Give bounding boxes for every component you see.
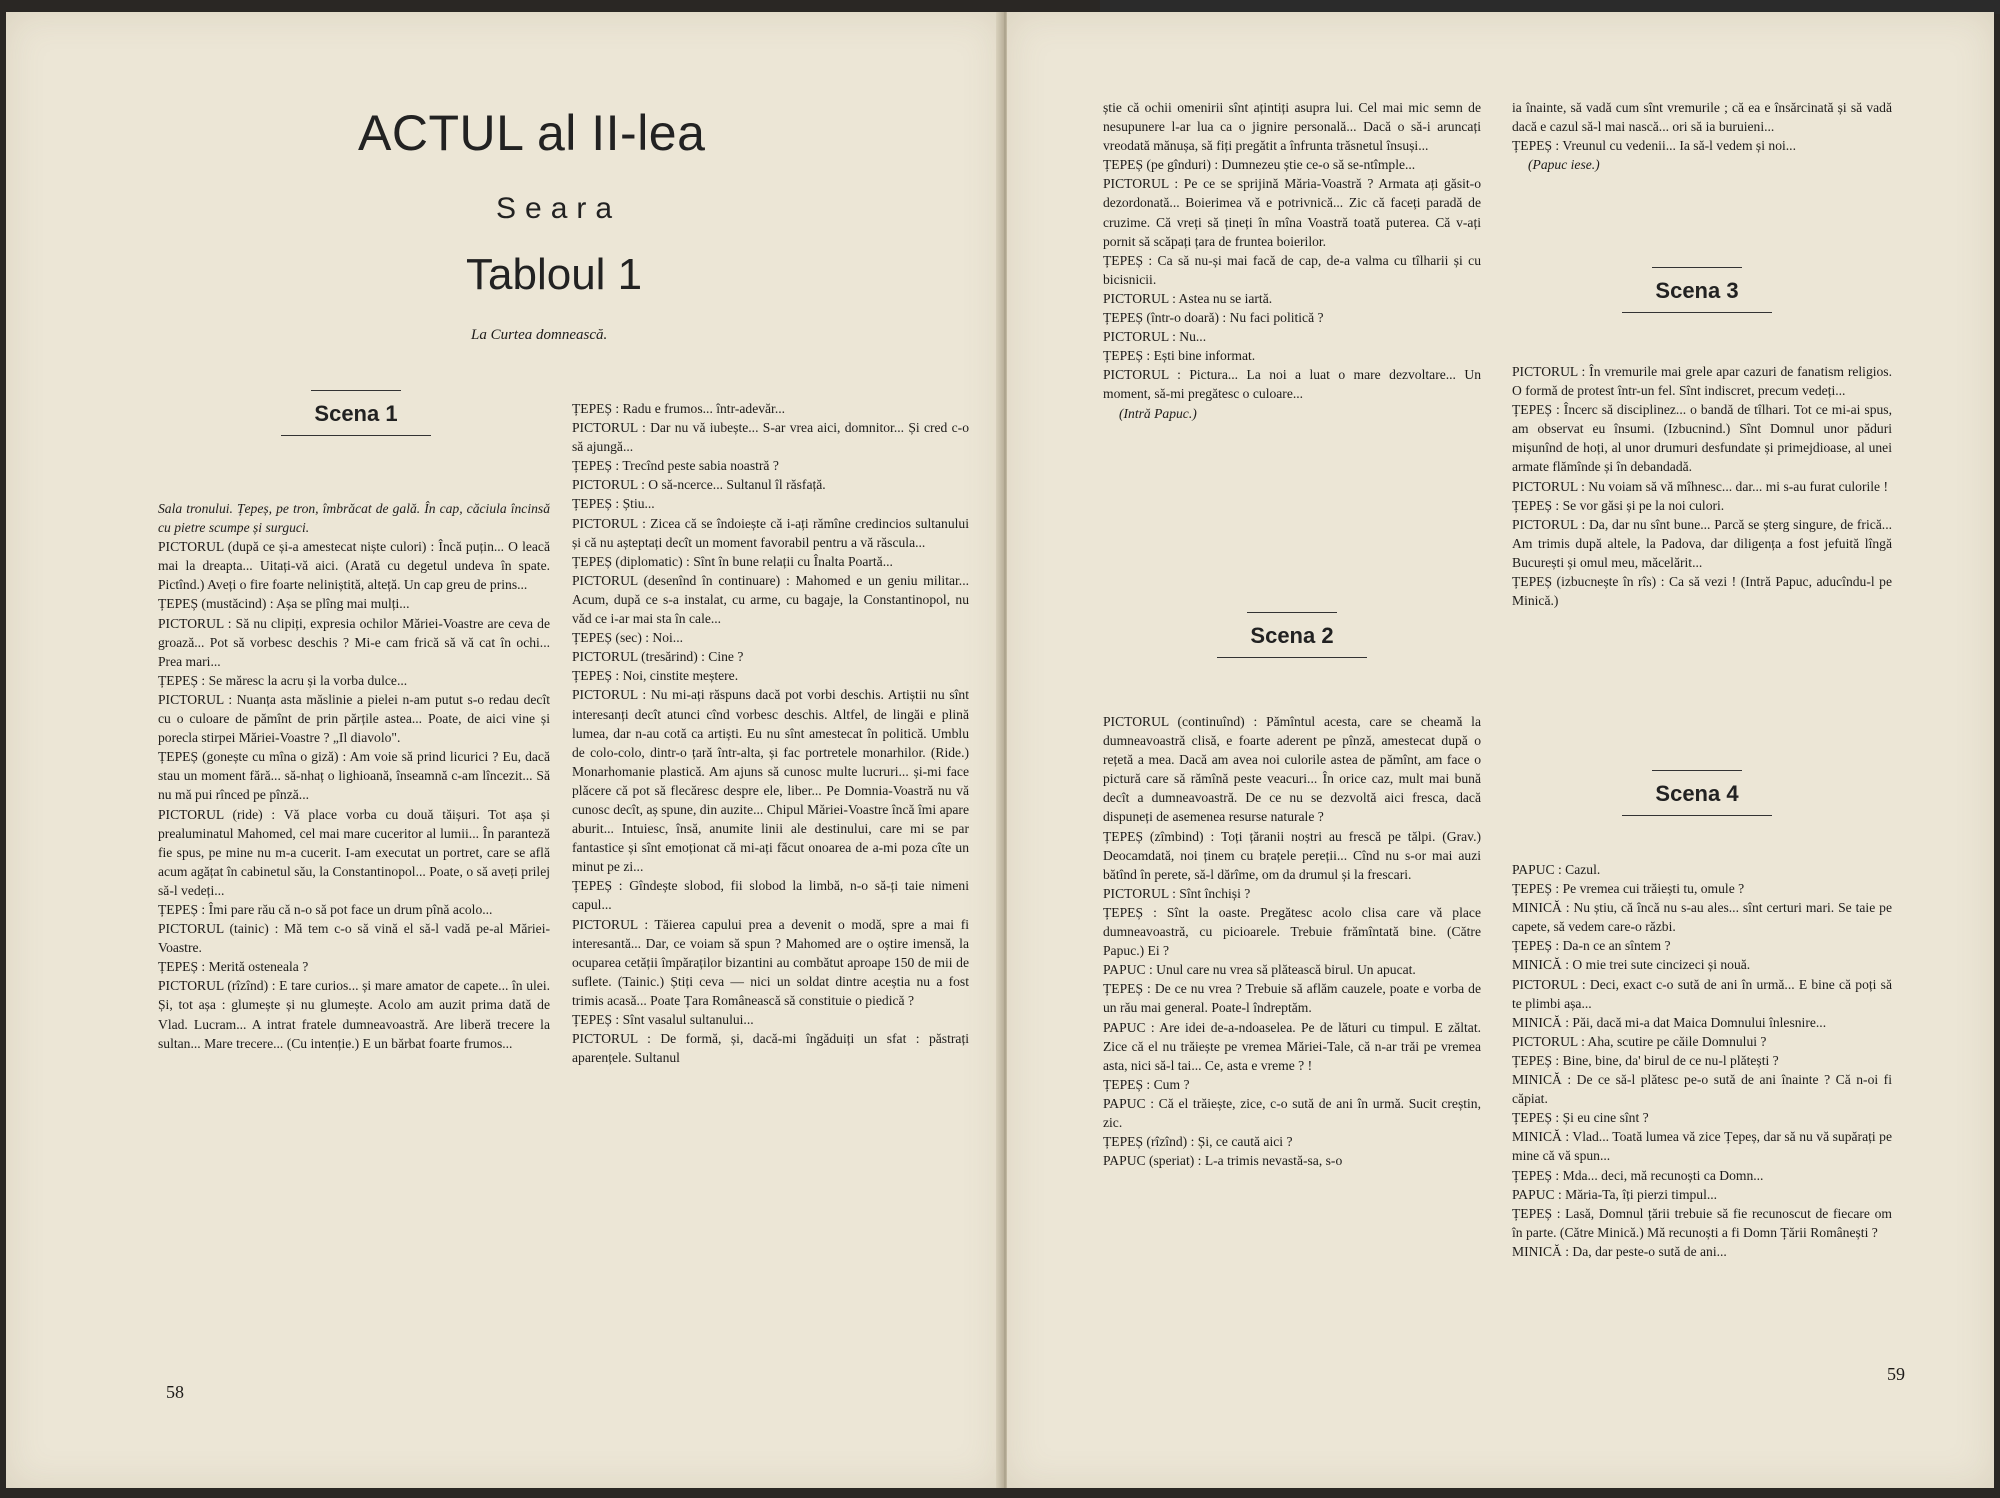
paragraph: ȚEPEȘ (într-o doară) : Nu faci politică ? — [1103, 310, 1324, 326]
paragraph: ȚEPEȘ (rîzînd) : Și, ce caută aici ? — [1103, 1134, 1293, 1150]
paragraph: ȚEPEȘ : Îmi pare rău că n-o să pot face un drum pînă acolo... — [158, 901, 493, 917]
paragraph: MINICĂ : Păi, dacă mi-a dat Maica Domnului înlesnire... — [1512, 1014, 1827, 1030]
paragraph: PICTORUL : Astea nu se iartă. — [1103, 290, 1273, 306]
paragraph: ȚEPEȘ : Se măresc la acru și la vorba dulce... — [158, 672, 408, 688]
left-column-1 — [158, 499, 550, 1053]
paragraph: PICTORUL (rîzînd) : E tare curios... și mare amator de capete... în ulei. Și, tot așa : glumește și nu glumește. Acolo am auzit prima dată de Vlad. Lucram... A intrat fratele dumneavoastră. Are liberă trecere la sultan... Mare trecere... (Cu intenție.) E un bărbat foarte frumos... — [158, 978, 550, 1051]
paragraph: MINICĂ : Vlad... Toată lumea vă zice Țepeș, dar să nu vă supărați pe mine că vă spun... — [1512, 1129, 1892, 1164]
tableau-heading: Tabloul 1 — [466, 250, 643, 299]
paragraph: ȚEPEȘ (sec) : Noi... — [572, 630, 684, 646]
paragraph: PICTORUL (continuînd) : Pămîntul acesta, care se cheamă la dumneavoastră clisă, e foarte aderent pe pînză, amestecat după o rețetă a mea. Dacă am avea noi culorile astea de pămînt, am face o pictură care să rămînă peste veacuri... În orice caz, mult mai bună decît a dumneavoastră. De ce nu se dezvoltă aici fresca, dacă dispuneți de asemenea resurse naturale ? — [1103, 714, 1481, 825]
paragraph: ȚEPEȘ : Lasă, Domnul țării trebuie să fie recunoscut de fiecare om în parte. (Către Minică.) Mă recunoști a fi Domn Țării Românești ? — [1512, 1205, 1892, 1240]
paragraph: ȚEPEȘ (gonește cu mîna o giză) : Am voie să prind licurici ? Eu, dacă stau un moment fără... să-nhaț o lighioană, înseamnă c-am lîncezit... Să nu mă pui rînced pe pînză... — [158, 749, 550, 803]
left-page — [6, 12, 1001, 1488]
paragraph: ȚEPEȘ : Ești bine informat. — [1103, 348, 1256, 364]
page-number-right: 59 — [1887, 1364, 1905, 1384]
paragraph: PICTORUL : Dar nu vă iubește... S-ar vrea aici, domnitor... Și cred c-o să ajungă... — [572, 420, 969, 455]
scene4-heading — [1587, 770, 1807, 816]
paragraph: PICTORUL : Pictura... La noi a luat o mare dezvoltare... Un moment, să-mi pregătesc o culoare... — [1103, 367, 1481, 402]
paragraph: ȚEPEȘ : Da-n ce an sîntem ? — [1512, 938, 1671, 954]
paragraph: MINICĂ : O mie trei sute cincizeci și nouă. — [1512, 957, 1751, 973]
paragraph: ȚEPEȘ : Mda... deci, mă recunoști ca Domn... — [1512, 1167, 1764, 1183]
paragraph: MINICĂ : Da, dar peste-o sută de ani... — [1512, 1243, 1727, 1259]
paragraph: ȚEPEȘ : Sînt vasalul sultanului... — [572, 1012, 754, 1027]
paragraph: ia înainte, să vadă cum sînt vremurile ; că ea e însărcinată și să vadă dacă e cazul să-l mai nască... ori să ia buruieni... — [1512, 100, 1892, 135]
paragraph: ȚEPEȘ : Merită osteneala ? — [158, 959, 309, 975]
paragraph: ȚEPEȘ : Cum ? — [1103, 1076, 1190, 1092]
paragraph: PICTORUL (ride) : Vă place vorba cu două tăișuri. Tot așa și prealuminatul Mahomed, cel mai mare cuceritor al lumii... În paranteză fie spus, pe mine nu m-a cucerit. I-am executat un portret, care se află acum agățat în cabinetul său, la Constantinopol... Poate, o să aveți prilej să-l vedeți... — [158, 806, 550, 898]
paragraph: PICTORUL (desenînd în continuare) : Mahomed e un geniu militar... Acum, după ce s-a instalat, cu arme, cu bagaje, la Constantinopol, nu văd ce i-ar mai sta în cale... — [572, 572, 969, 627]
right-column-2-bottom — [1512, 860, 1892, 1261]
right-page — [1007, 12, 1994, 1488]
scene4-heading-text: Scena 4 — [1655, 781, 1739, 806]
paragraph: ȚEPEȘ : Pe vremea cui trăiești tu, omule ? — [1512, 881, 1745, 897]
paragraph: PICTORUL : Aha, scutire pe căile Domnului ? — [1512, 1033, 1767, 1049]
paragraph: PICTORUL : Nu... — [1103, 329, 1207, 345]
paragraph: PICTORUL : Da, dar nu sînt bune... Parcă se șterg singure, de frică... Am trimis după altele, la Padova, dar diligența a fost jefuită lîngă București și omul meu, măcelărit... — [1512, 516, 1892, 570]
paragraph: PICTORUL : De formă, și, dacă-mi îngăduiți un sfat : păstrați aparențele. Sultanul — [572, 1031, 969, 1066]
paragraph: PICTORUL (după ce și-a amestecat niște culori) : Încă puțin... O leacă mai la dreapta... Uitați-vă aici. (Arată cu degetul undeva în spate. Pictînd.) Aveți o fire foarte neliniștită, alteță. Un cap greu de prins... — [158, 539, 550, 593]
paragraph: PICTORUL : Nuanța asta măslinie a pielei n-am putut s-o redau decît cu o culoare de pămînt de prin părțile astea... Poate, de aici vine și porecla stirpei Măriei-Voastre ? „Il diavolo". — [158, 691, 550, 746]
paragraph: PICTORUL : O să-ncerce... Sultanul îl răsfață. — [572, 477, 826, 493]
paragraph: ȚEPEȘ : De ce nu vrea ? Trebuie să aflăm cauzele, poate e vorba de un rău mai general. Poate-l îndreptăm. — [1103, 981, 1481, 1016]
paragraph: PICTORUL : Nu mi-ați răspuns dacă pot vorbi deschis. Artiștii nu sînt interesanți decît atunci cînd vorbesc deschis. Altfel, de lingăi e plină lumea, dar n-au cotă ca artiști. Eu nu sînt amestecat în politică. Umblu de colo-colo, dintr-o țară într-alta, și fac portretele monarhilor. (Ride.) Monarhomanie plastică. Am ajuns să cunosc multe lucruri... și-mi face plăcere că pot să flecăresc despre ele, liber... Pe Domnia-Voastră nu vă cunosc decît, aș spune, din auzite... Chipul Măriei-Voastre încă îmi apare aburit... Intuiesc, însă, anumite linii ale destinului, care mi se par fantastice și sînt emoționat că mi-ați făcut onoarea de a-mi poza cîte un minut pe zi... — [572, 687, 969, 875]
paragraph: MINICĂ : Nu știu, că încă nu s-au ales... sînt certuri mari. Se taie pe capete, să vedem care-o răzbi. — [1512, 900, 1892, 935]
scene2-heading-text: Scena 2 — [1250, 623, 1334, 648]
paragraph: ȚEPEȘ : Noi, cinstite meștere. — [572, 668, 739, 684]
paragraph: PICTORUL : Tăierea capului prea a devenit o modă, spre a mai fi interesantă... Dar, ce voiam să spun ? Mahomed are o oștire imensă, la ocuparea cetății împăraților bizantini au combătut aproape 150 de mii de suflete. (Tainic.) Știți ceva — nici un soldat dintre aceștia nu a fost trimis acasă... Poate Țara Românească să constituie o piedică ? — [572, 916, 969, 1008]
paragraph: ȚEPEȘ (diplomatic) : Sînt în bune relații cu Înalta Poartă... — [572, 553, 893, 569]
paragraph: PICTORUL (tainic) : Mă tem c-o să vină el să-l vadă pe-al Măriei-Voastre. — [158, 921, 550, 956]
paragraph: ȚEPEȘ : Ca să nu-și mai facă de cap, de-a valma cu tîlharii și cu bicisnicii. — [1103, 252, 1481, 287]
paragraph: ȚEPEȘ : Se vor găsi și pe la noi culori. — [1512, 497, 1725, 513]
paragraph: PICTORUL (tresărind) : Cine ? — [572, 649, 744, 665]
paragraph: ȚEPEȘ : Vreunul cu vedenii... Ia să-l vedem și noi... — [1512, 138, 1796, 154]
paragraph: ȚEPEȘ (izbucnește în rîs) : Ca să vezi ! (Intră Papuc, aducîndu-l pe Minică.) — [1512, 574, 1892, 609]
paragraph: ȚEPEȘ : Trecînd peste sabia noastră ? — [572, 458, 779, 474]
paragraph: ȚEPEȘ : Și eu cine sînt ? — [1512, 1110, 1649, 1126]
paragraph: ȚEPEȘ : Știu... — [572, 496, 655, 512]
act-title: ACTUL al II-lea — [358, 105, 706, 161]
scene3-heading-text: Scena 3 — [1655, 278, 1739, 303]
paragraph: ȚEPEȘ : Sînt la oaste. Pregătesc acolo clisa care vă place dumneavoastră, cu picioarele. Trebuie frămîntată bine. (Către Papuc.) Ei ? — [1103, 904, 1481, 959]
page-number-left: 58 — [166, 1382, 184, 1402]
right-column-2-middle — [1512, 362, 1892, 610]
paragraph: PICTORUL : Zicea că se îndoiește că i-ați rămîne credincios sultanului și că nu așteptați decît un moment favorabil pentru a vă răscula... — [572, 515, 969, 550]
right-column-1-top — [1103, 98, 1481, 423]
paragraph: ȚEPEȘ : Bine, bine, da' birul de ce nu-l plătești ? — [1512, 1052, 1779, 1068]
paragraph: Sala tronului. Țepeș, pe tron, îmbrăcat de gală. În cap, căciula încinsă cu pietre scumpe și surguci. — [158, 501, 550, 536]
paragraph: PICTORUL : Să nu clipiți, expresia ochilor Măriei-Voastre are ceva de groază... Pot să vorbesc deschis ? Mi-e cam frică să vă cat în ochi... Prea mari... — [158, 615, 550, 669]
evening-heading: Seara — [496, 192, 622, 225]
paragraph: PAPUC (speriat) : L-a trimis nevastă-sa, s-o — [1103, 1153, 1343, 1169]
left-column-2 — [572, 399, 969, 1067]
paragraph: PAPUC : Măria-Ta, îți pierzi timpul... — [1512, 1186, 1718, 1202]
paragraph: PAPUC : Are idei de-a-ndoaselea. Pe de lături cu timpul. E zăltat. Zice că el nu trăiește pe vremea Măriei-Tale, că n-ar trăi pe vremea asta, nici să-l tai... Ce, asta e vreme ? ! — [1103, 1019, 1481, 1073]
paragraph: ȚEPEȘ : Radu e frumos... într-adevăr... — [572, 401, 786, 416]
paragraph: PAPUC : Cazul. — [1512, 862, 1601, 877]
paragraph: PICTORUL : Sînt închiși ? — [1103, 885, 1251, 901]
scene1-heading-text: Scena 1 — [314, 401, 398, 426]
paragraph: PAPUC : Că el trăiește, zice, c-o sută de ani în urmă. Sucit creștin, zic. — [1103, 1095, 1481, 1130]
scene1-heading — [256, 390, 456, 436]
paragraph: (Papuc iese.) — [1528, 157, 1600, 173]
scene3-heading — [1587, 267, 1807, 313]
paragraph: PICTORUL : Deci, exact c-o sută de ani în urmă... E bine că poți să te plimbi așa... — [1512, 976, 1892, 1011]
paragraph: PAPUC : Unul care nu vrea să plătească birul. Un apucat. — [1103, 962, 1416, 978]
paragraph: ȚEPEȘ : Încerc să disciplinez... o bandă de tîlhari. Tot ce mi-ai spus, am observat eu însumi. (Izbucnind.) Sînt Domnul unor păduri mișunînd de hoți, al unor drumuri desfundate și primejdioase, al unei armate flămînde și în debandadă. — [1512, 402, 1892, 475]
paragraph: știe că ochii omenirii sînt ațintiți asupra lui. Cel mai mic semn de nesupunere l-ar lua ca o jignire personală... Dacă o să-i aruncați vreodată mănușa, să fiți pregătit a înfrunta trăsnetul însuși... — [1103, 100, 1481, 154]
paragraph: PICTORUL : Pe ce se sprijină Măria-Voastră ? Armata ați găsit-o dezordonată... Boierimea vă e potrivnică... Zic că faceți paradă de cruzime. Că vreți să țineți în mîna Voastră toată puterea. Că v-ați pornit să scăpați țara de fruntea boierilor. — [1103, 176, 1481, 249]
paragraph: MINICĂ : De ce să-l plătesc pe-o sută de ani înainte ? Că n-oi fi căpiat. — [1512, 1072, 1892, 1107]
paragraph: ȚEPEȘ (pe gînduri) : Dumnezeu știe ce-o să se-ntîmple... — [1103, 157, 1416, 173]
right-column-2-top — [1512, 98, 1892, 174]
paragraph: (Intră Papuc.) — [1119, 405, 1197, 421]
paragraph: ȚEPEȘ (zîmbind) : Toți țăranii noștri au frescă pe tălpi. (Grav.) Deocamdată, noi ținem cu brațele pereții... Cînd nu s-or mai auzi bătînd în perete, să-l dărîme, om da drumul și la frescari. — [1103, 828, 1481, 882]
scene2-heading — [1182, 612, 1402, 658]
paragraph: PICTORUL : Nu voiam să vă mîhnesc... dar... mi s-au furat culorile ! — [1512, 478, 1889, 494]
location-note: La Curtea domnească. — [471, 327, 608, 343]
paragraph: ȚEPEȘ : Gîndește slobod, fii slobod la limbă, n-o să-ți taie nimeni capul... — [572, 878, 969, 913]
right-column-1-bottom — [1103, 712, 1481, 1170]
paragraph: ȚEPEȘ (mustăcind) : Așa se plîng mai mulți... — [158, 596, 410, 612]
paragraph: PICTORUL : În vremurile mai grele apar cazuri de fanatism religios. O formă de protest într-un fel. Sînt indiscret, precum vedeți... — [1512, 364, 1892, 399]
